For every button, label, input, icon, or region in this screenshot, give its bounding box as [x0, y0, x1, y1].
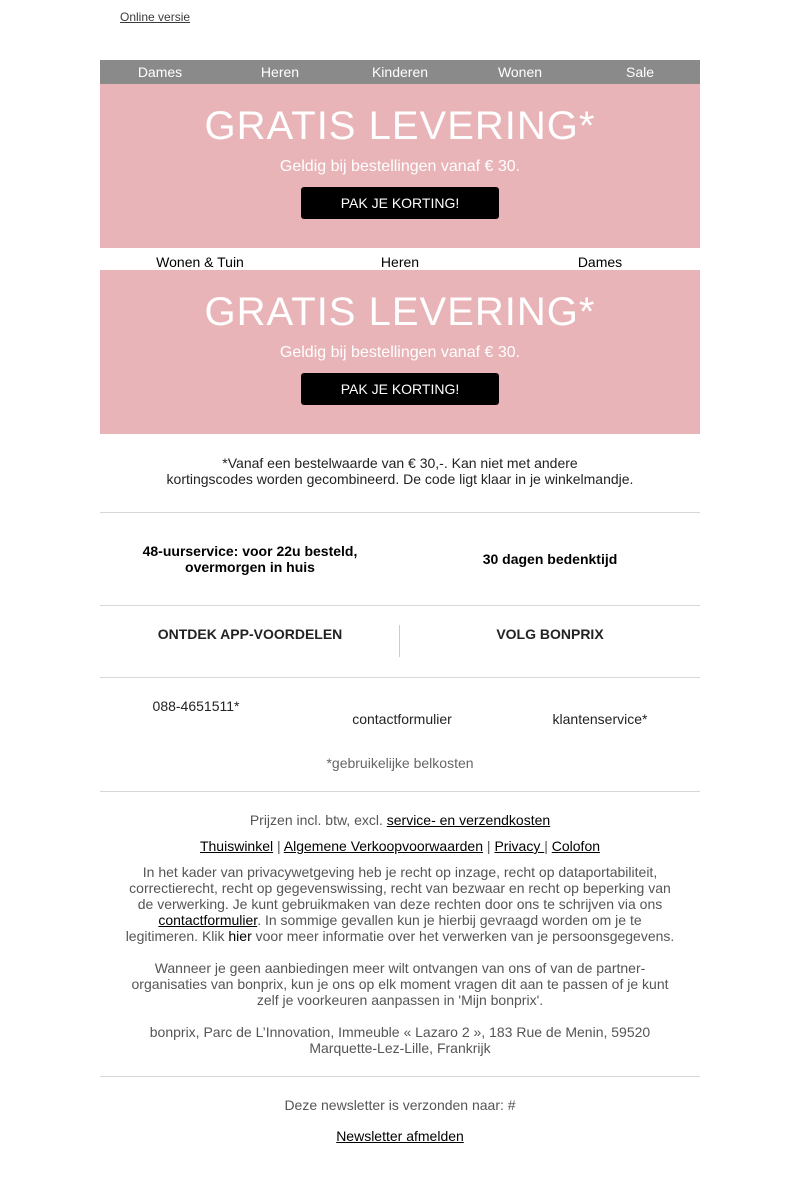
nav-dames[interactable]: Dames [137, 64, 183, 80]
follow-bonprix-link[interactable]: VOLG BONPRIX [496, 626, 604, 642]
privacy-link[interactable]: Privacy [494, 838, 545, 854]
phone-link[interactable]: 088-4651511* [152, 698, 240, 714]
unsubscribe-link[interactable]: Newsletter afmelden [336, 1128, 464, 1144]
promo-disclaimer [100, 455, 700, 487]
divider [100, 512, 700, 513]
optout-line: zelf je voorkeuren aanpassen in 'Mijn bonprix'. [256, 992, 544, 1008]
address-line: Marquette-Lez-Lille, Frankrijk [309, 1040, 491, 1056]
usp-delivery-line: 48-uurservice: voor 22u besteld, [142, 543, 358, 559]
divider [100, 1076, 700, 1077]
divider [100, 605, 700, 606]
secondary-navigation [100, 250, 700, 270]
privacy-text [100, 864, 700, 944]
promo-subline: Geldig bij bestellingen vanaf € 30. [279, 344, 521, 361]
optout-line: Wanneer je geen aanbiedingen meer wilt ontvangen van ons of van de partner- [154, 960, 646, 976]
company-address [100, 1024, 700, 1056]
disclaimer-line: *Vanaf een bestelwaarde van € 30,-. Kan niet met andere [222, 455, 578, 471]
promo-headline: GRATIS LEVERING* [204, 104, 596, 148]
promo-headline: GRATIS LEVERING* [204, 290, 596, 334]
app-benefits-link[interactable]: ONTDEK APP-VOORDELEN [157, 626, 343, 642]
nav-heren[interactable]: Heren [260, 64, 300, 80]
separator: | [273, 838, 284, 854]
separator: | [483, 838, 495, 854]
footer-links [100, 838, 700, 854]
nav2-dames[interactable]: Dames [577, 254, 623, 270]
prices-note [100, 812, 700, 828]
privacy-line: correctierecht, recht op gegevenswissing, recht van bezwaar en recht op beperking van [129, 880, 671, 896]
privacy-here-link[interactable]: hier [228, 928, 252, 944]
customer-service-link[interactable]: klantenservice* [552, 711, 648, 727]
privacy-contact-form-link[interactable]: contactformulier [158, 912, 258, 928]
address-line: bonprix, Parc de L’Innovation, Immeuble « Lazaro 2 », 183 Rue de Menin, 59520 [149, 1024, 651, 1040]
privacy-line-rest: . In sommige gevallen kun je hierbij gevraagd worden om je te [257, 912, 642, 928]
prices-prefix: Prijzen incl. btw, excl. [249, 812, 387, 828]
call-costs-note: *gebruikelijke belkosten [326, 755, 474, 771]
privacy-line [100, 912, 700, 928]
privacy-text-part: legitimeren. Klik [125, 928, 229, 944]
service-costs-link[interactable]: service- en verzendkosten [386, 812, 551, 828]
terms-link[interactable]: Algemene Verkoopvoorwaarden [283, 838, 484, 854]
divider [100, 791, 700, 792]
contact-form-link[interactable]: contactformulier [352, 711, 452, 727]
divider [100, 677, 700, 678]
unsubscribe-row [100, 1128, 700, 1144]
privacy-line: In het kader van privacywetgeving heb je recht op inzage, recht op dataportabiliteit, [142, 864, 658, 880]
promo-subline: Geldig bij bestellingen vanaf € 30. [279, 158, 521, 175]
optout-line: organisaties van bonprix, kun je ons op elk moment vragen dit aan te passen of je kunt [131, 976, 669, 992]
promo-cta-button[interactable]: PAK JE KORTING! [301, 373, 499, 405]
online-version-link[interactable]: Online versie [120, 10, 191, 24]
promo-cta-button[interactable]: PAK JE KORTING! [301, 187, 499, 219]
separator: | [544, 838, 552, 854]
colofon-link[interactable]: Colofon [551, 838, 601, 854]
usp-return: 30 dagen bedenktijd [482, 551, 618, 567]
main-navigation [100, 60, 700, 84]
optout-text [100, 960, 700, 1008]
sent-to-note: Deze newsletter is verzonden naar: # [284, 1097, 516, 1113]
privacy-text-part: voor meer informatie over het verwerken van je persoonsgegevens. [251, 928, 675, 944]
nav-sale[interactable]: Sale [625, 64, 655, 80]
promo-banner-2[interactable] [100, 270, 700, 434]
nav-kinderen[interactable]: Kinderen [371, 64, 429, 80]
thuiswinkel-link[interactable]: Thuiswinkel [199, 838, 274, 854]
nav-wonen[interactable]: Wonen [497, 64, 543, 80]
nav2-heren[interactable]: Heren [380, 254, 420, 270]
usp-delivery [100, 543, 400, 575]
nav2-wonen-tuin[interactable]: Wonen & Tuin [156, 254, 244, 270]
privacy-line: de verwerking. Je kunt gebruikmaken van deze rechten door ons te schrijven via ons [137, 896, 663, 912]
privacy-line [100, 928, 700, 944]
promo-banner-1[interactable] [100, 84, 700, 248]
usp-delivery-line: overmorgen in huis [185, 559, 315, 575]
disclaimer-line: kortingscodes worden gecombineerd. De code ligt klaar in je winkelmandje. [166, 471, 634, 487]
